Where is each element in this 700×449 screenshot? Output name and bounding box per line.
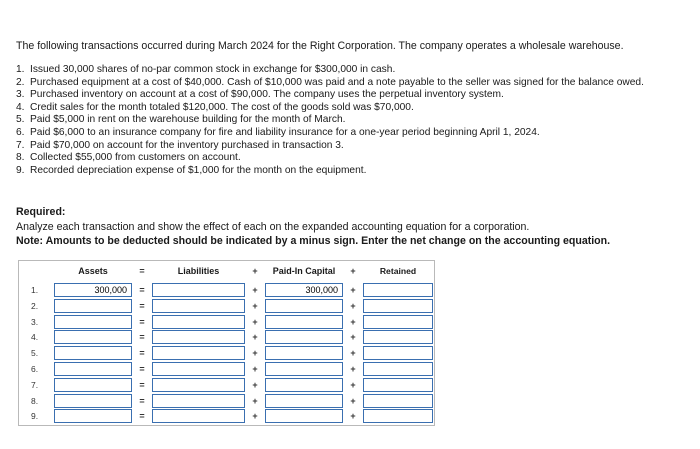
transaction-text: Purchased equipment at a cost of $40,000. Cash of $10,000 was paid and a note payable to the seller was signed for the balance owed. [30,76,644,88]
transaction-item [16,89,676,102]
transaction-number: 2. [16,76,25,88]
plus-sign: + [252,285,258,295]
retained-earnings-input[interactable] [363,362,433,376]
header-assets: Assets [78,266,108,276]
equals-sign: = [139,300,145,311]
table-row [19,345,434,361]
plus-sign: + [252,411,258,422]
liabilities-input[interactable] [152,346,245,360]
retained-earnings-input[interactable] [363,330,433,344]
required-instruction: Analyze each transaction and show the effect of each on the expanded accounting equation for a corporation. [16,221,530,233]
liabilities-input[interactable] [152,299,245,313]
plus-sign: + [350,395,356,406]
assets-input[interactable] [54,378,132,392]
retained-earnings-input[interactable] [363,283,433,297]
assets-input[interactable] [54,283,132,297]
transaction-number: 8. [16,152,25,164]
plus-sign: + [350,348,356,359]
transaction-item [16,64,676,77]
plus-sign: + [350,316,356,327]
row-number: 2. [31,300,39,311]
transaction-text: Paid $6,000 to an insurance company for fire and liability insurance for a one-year period beginning April 1, 2024. [30,126,540,138]
liabilities-input[interactable] [152,283,245,297]
transaction-text: Purchased inventory on account at a cost of $90,000. The company uses the perpetual inventory system. [30,89,504,101]
equals-sign: = [139,348,145,359]
transaction-item [16,102,676,115]
table-row [19,361,434,377]
retained-earnings-input[interactable] [363,378,433,392]
header-liabilities: Liabilities [177,266,220,276]
plus-sign: + [252,316,258,327]
plus-sign: + [252,348,258,359]
required-heading: Required: [16,206,66,218]
row-number: 4. [31,332,39,343]
transaction-text: Paid $5,000 in rent on the warehouse building for the month of March. [30,114,346,126]
table-row [19,393,434,409]
header-plus-2: + [350,266,356,276]
plus-sign: + [252,300,258,311]
transaction-number: 4. [16,101,25,113]
header-paid-in-capital: Paid-In Capital [272,266,336,276]
row-number: 8. [31,395,39,406]
retained-earnings-input[interactable] [363,315,433,329]
paid-in-capital-input[interactable] [265,378,343,392]
table-header [19,261,434,282]
transaction-number: 6. [16,126,25,138]
table-row [19,377,434,393]
plus-sign: + [252,379,258,390]
transaction-number: 1. [16,64,25,75]
table-row [19,329,434,345]
plus-sign: + [350,364,356,374]
header-equals: = [139,266,145,276]
plus-sign: + [350,411,356,422]
paid-in-capital-input[interactable] [265,315,343,329]
plus-sign: + [252,395,258,406]
transaction-text: Recorded depreciation expense of $1,000 for the month on the equipment. [30,164,367,176]
transaction-item [16,152,676,165]
paid-in-capital-input[interactable] [265,299,343,313]
equals-sign: = [139,285,145,295]
transaction-list [16,64,676,177]
row-number: 9. [31,411,39,422]
transaction-item [16,114,676,127]
plus-sign: + [350,379,356,390]
retained-earnings-input[interactable] [363,346,433,360]
transaction-text: Issued 30,000 shares of no-par common stock in exchange for $300,000 in cash. [30,64,396,75]
transaction-item [16,127,676,140]
liabilities-input[interactable] [152,330,245,344]
row-number: 1. [31,285,39,295]
row-number: 3. [31,316,39,327]
equals-sign: = [139,379,145,390]
assets-input[interactable] [54,315,132,329]
table-row [19,282,434,298]
row-number: 5. [31,348,39,359]
equals-sign: = [139,411,145,422]
plus-sign: + [350,332,356,343]
liabilities-input[interactable] [152,378,245,392]
assets-input[interactable] [54,394,132,408]
accounting-equation-table [18,260,435,426]
paid-in-capital-input[interactable] [265,394,343,408]
paid-in-capital-input[interactable] [265,409,343,423]
transaction-item [16,140,676,153]
transaction-number: 3. [16,89,25,101]
header-retained-earnings: Retained [379,266,417,276]
required-note: Note: Amounts to be deducted should be indicated by a minus sign. Enter the net change on the accounting equation. [16,235,611,247]
liabilities-input[interactable] [152,394,245,408]
header-plus-1: + [252,266,258,276]
table-row [19,408,434,424]
retained-earnings-input[interactable] [363,394,433,408]
paid-in-capital-input[interactable] [265,330,343,344]
retained-earnings-input[interactable] [363,409,433,423]
equals-sign: = [139,332,145,343]
transaction-text: Paid $70,000 on account for the inventory purchased in transaction 3. [30,139,344,151]
paid-in-capital-input[interactable] [265,362,343,376]
retained-earnings-input[interactable] [363,299,433,313]
transaction-item [16,165,676,178]
equals-sign: = [139,364,145,374]
table-row [19,314,434,330]
transaction-text: Collected $55,000 from customers on account. [30,152,241,164]
problem-intro: The following transactions occurred during March 2024 for the Right Corporation. The company operates a wholesale warehouse. [16,40,624,52]
plus-sign: + [350,300,356,311]
assets-input[interactable] [54,362,132,376]
table-row [19,298,434,314]
equals-sign: = [139,395,145,406]
row-number: 6. [31,364,39,374]
transaction-number: 5. [16,114,25,126]
transaction-number: 7. [16,139,25,151]
transaction-number: 9. [16,164,25,176]
paid-in-capital-input[interactable] [265,346,343,360]
liabilities-input[interactable] [152,409,245,423]
plus-sign: + [350,285,356,295]
liabilities-input[interactable] [152,315,245,329]
transaction-text: Credit sales for the month totaled $120,000. The cost of the goods sold was $70,000. [30,101,414,113]
assets-input[interactable] [54,330,132,344]
row-number: 7. [31,379,39,390]
assets-input[interactable] [54,346,132,360]
assets-input[interactable] [54,299,132,313]
equals-sign: = [139,316,145,327]
paid-in-capital-input[interactable] [265,283,343,297]
transaction-item [16,77,676,90]
liabilities-input[interactable] [152,362,245,376]
plus-sign: + [252,364,258,374]
assets-input[interactable] [54,409,132,423]
plus-sign: + [252,332,258,343]
